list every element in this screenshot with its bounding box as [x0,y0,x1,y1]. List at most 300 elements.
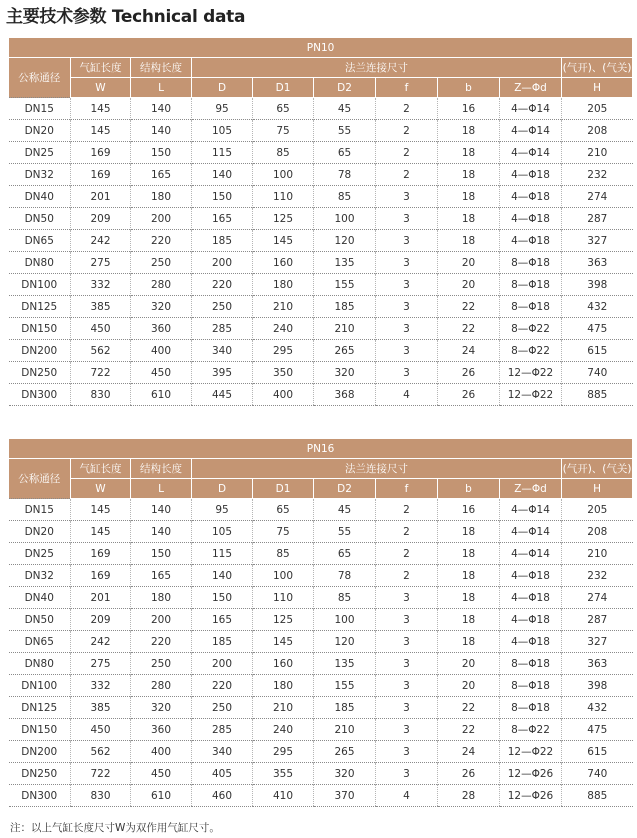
table-cell: 450 [131,362,192,384]
table-cell: 350 [253,362,314,384]
table-cell: 885 [562,384,633,406]
table-cell: 2 [376,164,438,186]
pressure-header: PN16 [9,439,633,459]
table-row [9,785,633,807]
table-cell: 3 [376,296,438,318]
table-cell: 332 [71,675,131,697]
table-cell: 3 [376,741,438,763]
table-cell: 280 [131,675,192,697]
table-cell: 4—Φ18 [500,208,562,230]
table-cell: 115 [192,543,253,565]
open-close-header: (气开)、(气关) [562,459,633,479]
table-cell: 185 [314,296,376,318]
table-cell: 250 [192,296,253,318]
table-cell: 169 [71,164,131,186]
table-cell: 4—Φ18 [500,230,562,252]
table-cell: 150 [192,186,253,208]
table-cell: 18 [438,587,500,609]
table-cell: 830 [71,384,131,406]
table-cell: 398 [562,675,633,697]
nominal-diameter-cell: DN150 [9,719,71,741]
table-cell: 295 [253,741,314,763]
table-cell: 100 [253,164,314,186]
table-cell: 275 [71,653,131,675]
table-cell: 22 [438,318,500,340]
table-cell: 145 [253,230,314,252]
table-cell: 2 [376,98,438,120]
table-cell: 210 [253,697,314,719]
table-cell: 180 [253,274,314,296]
table-cell: 160 [253,252,314,274]
table-body [9,98,633,406]
table-cell: 55 [314,521,376,543]
table-cell: 360 [131,719,192,741]
table-cell: 145 [71,521,131,543]
table-cell: 140 [192,164,253,186]
cylinder-length-header: 气缸长度 [71,58,131,78]
table-cell: 16 [438,499,500,521]
table-cell: 400 [253,384,314,406]
table-cell: 12—Φ22 [500,362,562,384]
table-cell: 115 [192,142,253,164]
table-cell: 16 [438,98,500,120]
table-cell: 100 [253,565,314,587]
table-cell: 265 [314,741,376,763]
table-cell: 200 [192,252,253,274]
table-row [9,384,633,406]
table-cell: 8—Φ22 [500,719,562,741]
table-cell: 18 [438,543,500,565]
table-cell: 75 [253,120,314,142]
table-cell: 250 [131,653,192,675]
table-cell: 18 [438,609,500,631]
table-cell: 120 [314,230,376,252]
nominal-diameter-cell: DN50 [9,208,71,230]
table-row [9,719,633,741]
footnote: 注：以上气缸长度尺寸W为双作用气缸尺寸。 [10,822,220,834]
table-cell: 18 [438,186,500,208]
table-cell: 145 [71,98,131,120]
table-cell: 18 [438,208,500,230]
table-cell: 209 [71,609,131,631]
nominal-diameter-cell: DN100 [9,274,71,296]
table-cell: 200 [131,208,192,230]
table-cell: 210 [562,142,633,164]
table-cell: 135 [314,252,376,274]
table-cell: 240 [253,719,314,741]
table-cell: 140 [131,521,192,543]
col-l-header: L [131,479,192,499]
table-cell: 355 [253,763,314,785]
table-cell: 12—Φ26 [500,763,562,785]
col-d2-header: D2 [314,78,376,98]
table-cell: 4—Φ18 [500,186,562,208]
nominal-diameter-cell: DN15 [9,98,71,120]
nominal-diameter-cell: DN25 [9,543,71,565]
table-cell: 250 [131,252,192,274]
table-cell: 22 [438,296,500,318]
table-cell: 20 [438,675,500,697]
nominal-diameter-cell: DN50 [9,609,71,631]
table-cell: 3 [376,274,438,296]
nominal-diameter-header: 公称通径 [9,459,71,499]
col-d-header: D [192,479,253,499]
table-row [9,609,633,631]
table-cell: 398 [562,274,633,296]
table-cell: 24 [438,340,500,362]
nominal-diameter-cell: DN80 [9,653,71,675]
table-cell: 100 [314,609,376,631]
nominal-diameter-cell: DN100 [9,675,71,697]
table-cell: 75 [253,521,314,543]
table-row [9,521,633,543]
nominal-diameter-cell: DN25 [9,142,71,164]
pressure-row [9,439,633,459]
nominal-diameter-cell: DN20 [9,120,71,142]
table-cell: 885 [562,785,633,807]
table-cell: 85 [314,587,376,609]
table-cell: 140 [131,98,192,120]
pressure-header: PN10 [9,38,633,58]
nominal-diameter-header: 公称通径 [9,58,71,98]
structure-length-header: 结构长度 [131,58,192,78]
table-cell: 722 [71,763,131,785]
table-cell: 145 [253,631,314,653]
col-h-header: H [562,78,633,98]
table-cell: 4 [376,785,438,807]
table-cell: 165 [131,164,192,186]
nominal-diameter-cell: DN40 [9,186,71,208]
table-cell: 169 [71,142,131,164]
table-row [9,142,633,164]
table-cell: 4—Φ18 [500,565,562,587]
table-cell: 28 [438,785,500,807]
table-cell: 4—Φ14 [500,98,562,120]
table-cell: 285 [192,719,253,741]
col-l-header: L [131,78,192,98]
table-cell: 20 [438,252,500,274]
table-row [9,340,633,362]
table-cell: 65 [253,98,314,120]
table-cell: 220 [192,675,253,697]
table-cell: 3 [376,587,438,609]
table-cell: 445 [192,384,253,406]
table-cell: 20 [438,274,500,296]
table-cell: 450 [131,763,192,785]
table-cell: 2 [376,521,438,543]
table-cell: 265 [314,340,376,362]
table-cell: 8—Φ18 [500,296,562,318]
table-row [9,543,633,565]
table-cell: 155 [314,675,376,697]
table-cell: 210 [253,296,314,318]
table-cell: 55 [314,120,376,142]
table-cell: 3 [376,340,438,362]
table-cell: 165 [192,208,253,230]
table-cell: 140 [192,565,253,587]
nominal-diameter-cell: DN15 [9,499,71,521]
table-cell: 26 [438,763,500,785]
table-cell: 8—Φ18 [500,252,562,274]
nominal-diameter-cell: DN32 [9,565,71,587]
table-cell: 125 [253,208,314,230]
table-cell: 8—Φ22 [500,318,562,340]
table-cell: 65 [314,142,376,164]
table-cell: 155 [314,274,376,296]
table-cell: 209 [71,208,131,230]
header-row-1 [9,459,633,479]
table-cell: 327 [562,631,633,653]
table-cell: 26 [438,362,500,384]
table-cell: 395 [192,362,253,384]
page-title: 主要技术参数 Technical data [6,7,246,27]
table-cell: 110 [253,587,314,609]
table-cell: 210 [314,318,376,340]
table-row [9,318,633,340]
table-cell: 200 [131,609,192,631]
table-cell: 12—Φ22 [500,741,562,763]
open-close-header: (气开)、(气关) [562,58,633,78]
table-cell: 4 [376,384,438,406]
table-cell: 165 [131,565,192,587]
nominal-diameter-cell: DN65 [9,230,71,252]
table-cell: 3 [376,631,438,653]
table-cell: 363 [562,653,633,675]
table-cell: 95 [192,499,253,521]
table-cell: 18 [438,142,500,164]
table-cell: 140 [131,120,192,142]
table-cell: 4—Φ14 [500,521,562,543]
table-cell: 145 [71,120,131,142]
table-row [9,274,633,296]
table-cell: 2 [376,543,438,565]
table-cell: 18 [438,164,500,186]
table-cell: 4—Φ14 [500,499,562,521]
table-cell: 120 [314,631,376,653]
col-w-header: W [71,479,131,499]
table-cell: 3 [376,609,438,631]
table-row [9,741,633,763]
table-cell: 169 [71,565,131,587]
spec-table-pn16 [8,438,633,807]
table-cell: 432 [562,296,633,318]
nominal-diameter-cell: DN200 [9,741,71,763]
table-cell: 385 [71,296,131,318]
table-cell: 3 [376,763,438,785]
nominal-diameter-cell: DN200 [9,340,71,362]
table-row [9,697,633,719]
table-cell: 145 [71,499,131,521]
table-cell: 85 [253,543,314,565]
table-row [9,565,633,587]
table-cell: 740 [562,763,633,785]
table-cell: 332 [71,274,131,296]
col-z-header: Z—Φd [500,78,562,98]
table-cell: 722 [71,362,131,384]
table-cell: 320 [314,362,376,384]
table-cell: 220 [192,274,253,296]
table-cell: 320 [131,697,192,719]
table-cell: 18 [438,230,500,252]
table-cell: 205 [562,98,633,120]
header-row-2 [9,479,633,499]
table-cell: 105 [192,521,253,543]
nominal-diameter-cell: DN300 [9,785,71,807]
table-cell: 287 [562,208,633,230]
table-cell: 432 [562,697,633,719]
table-cell: 105 [192,120,253,142]
table-cell: 140 [131,499,192,521]
table-cell: 3 [376,208,438,230]
table-cell: 180 [253,675,314,697]
table-cell: 8—Φ18 [500,675,562,697]
table-cell: 242 [71,230,131,252]
table-cell: 185 [192,230,253,252]
table-body [9,499,633,807]
table-row [9,230,633,252]
table-cell: 287 [562,609,633,631]
table-cell: 2 [376,499,438,521]
table-cell: 18 [438,565,500,587]
table-cell: 2 [376,142,438,164]
table-row [9,631,633,653]
table-cell: 185 [314,697,376,719]
table-cell: 185 [192,631,253,653]
col-h-header: H [562,479,633,499]
table-cell: 295 [253,340,314,362]
table-cell: 400 [131,340,192,362]
table-cell: 210 [314,719,376,741]
header-row-1 [9,58,633,78]
table-cell: 360 [131,318,192,340]
table-cell: 400 [131,741,192,763]
nominal-diameter-cell: DN250 [9,763,71,785]
table-cell: 180 [131,587,192,609]
table-cell: 8—Φ18 [500,274,562,296]
table-row [9,763,633,785]
nominal-diameter-cell: DN125 [9,296,71,318]
table-cell: 475 [562,318,633,340]
table-cell: 220 [131,631,192,653]
table-cell: 208 [562,521,633,543]
col-d2-header: D2 [314,479,376,499]
table-cell: 205 [562,499,633,521]
table-cell: 3 [376,675,438,697]
col-w-header: W [71,78,131,98]
flange-dims-header: 法兰连接尺寸 [192,58,562,78]
table-cell: 370 [314,785,376,807]
table-cell: 3 [376,186,438,208]
col-f-header: f [376,78,438,98]
structure-length-header: 结构长度 [131,459,192,479]
table-cell: 562 [71,340,131,362]
table-cell: 830 [71,785,131,807]
table-cell: 363 [562,252,633,274]
table-cell: 320 [131,296,192,318]
table-cell: 4—Φ18 [500,631,562,653]
col-f-header: f [376,479,438,499]
table-row [9,362,633,384]
spec-table-pn10 [8,37,633,406]
table-cell: 4—Φ18 [500,609,562,631]
table-cell: 3 [376,318,438,340]
table-row [9,653,633,675]
table-cell: 450 [71,318,131,340]
table-cell: 100 [314,208,376,230]
nominal-diameter-cell: DN40 [9,587,71,609]
table-cell: 320 [314,763,376,785]
table-cell: 3 [376,697,438,719]
table-cell: 385 [71,697,131,719]
table-cell: 18 [438,120,500,142]
table-row [9,296,633,318]
table-cell: 125 [253,609,314,631]
table-cell: 8—Φ22 [500,340,562,362]
table-cell: 2 [376,565,438,587]
table-cell: 150 [131,543,192,565]
table-cell: 740 [562,362,633,384]
table-cell: 22 [438,697,500,719]
table-cell: 615 [562,741,633,763]
table-cell: 232 [562,565,633,587]
table-cell: 460 [192,785,253,807]
table-cell: 368 [314,384,376,406]
table-cell: 20 [438,653,500,675]
nominal-diameter-cell: DN80 [9,252,71,274]
col-d1-header: D1 [253,479,314,499]
table-cell: 201 [71,587,131,609]
table-row [9,587,633,609]
table-cell: 110 [253,186,314,208]
col-d-header: D [192,78,253,98]
table-cell: 12—Φ22 [500,384,562,406]
header-row-2 [9,78,633,98]
table-cell: 340 [192,741,253,763]
table-cell: 475 [562,719,633,741]
table-cell: 18 [438,631,500,653]
table-cell: 65 [314,543,376,565]
table-cell: 610 [131,384,192,406]
table-row [9,675,633,697]
table-cell: 615 [562,340,633,362]
table-cell: 45 [314,499,376,521]
table-row [9,98,633,120]
col-z-header: Z—Φd [500,479,562,499]
table-cell: 4—Φ14 [500,120,562,142]
table-cell: 95 [192,98,253,120]
table-cell: 410 [253,785,314,807]
table-cell: 210 [562,543,633,565]
col-b-header: b [438,479,500,499]
table-cell: 18 [438,521,500,543]
table-cell: 4—Φ14 [500,142,562,164]
table-cell: 3 [376,252,438,274]
table-cell: 45 [314,98,376,120]
table-row [9,252,633,274]
nominal-diameter-cell: DN65 [9,631,71,653]
table-cell: 4—Φ18 [500,587,562,609]
table-cell: 340 [192,340,253,362]
table-cell: 4—Φ14 [500,543,562,565]
table-cell: 242 [71,631,131,653]
table-cell: 78 [314,565,376,587]
table-cell: 285 [192,318,253,340]
table-row [9,164,633,186]
table-cell: 240 [253,318,314,340]
table-cell: 150 [192,587,253,609]
table-cell: 2 [376,120,438,142]
table-cell: 180 [131,186,192,208]
